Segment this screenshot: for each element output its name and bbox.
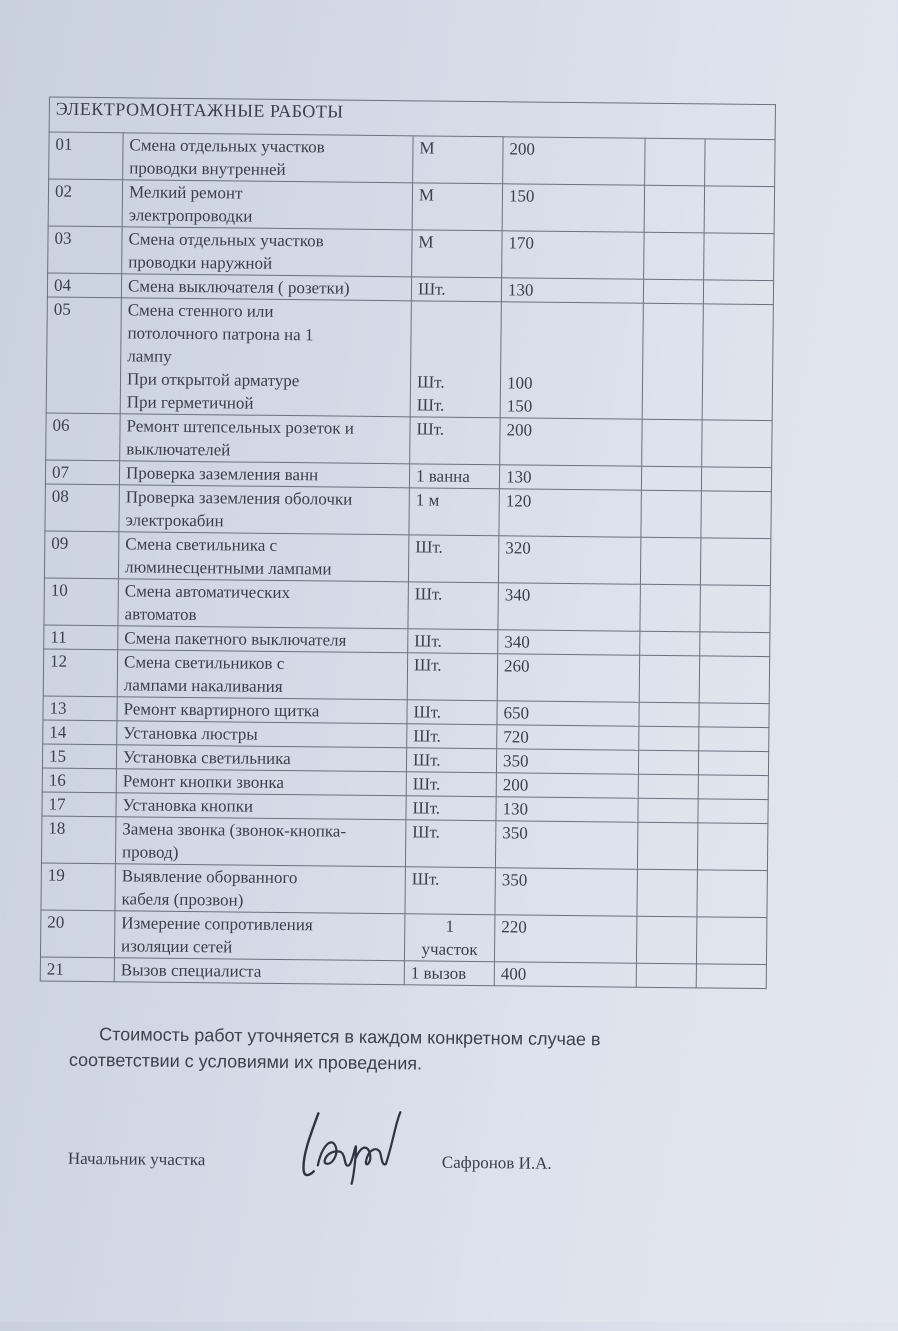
work-description-line: Установка люстры: [123, 723, 258, 744]
extra-col-1: [638, 798, 698, 823]
work-description-line: Ремонт кнопки звонка: [122, 771, 285, 793]
unit-of-measure-line: Шт.: [412, 798, 441, 818]
extra-col-2: [698, 775, 768, 800]
table-row: [46, 297, 773, 421]
extra-col-2: [699, 727, 769, 752]
work-description-line: автоматов: [124, 604, 197, 625]
work-description-line: Смена выключателя ( розетки): [127, 276, 350, 298]
row-number: 04: [47, 273, 121, 298]
work-description: [117, 721, 407, 748]
row-number: 03: [48, 226, 122, 274]
price-value: [499, 489, 641, 537]
row-number: 18: [41, 816, 115, 864]
work-description: [116, 745, 406, 772]
unit-of-measure: [410, 301, 501, 418]
price-value: [495, 868, 637, 916]
work-description: [120, 414, 410, 464]
extra-col-1: [642, 419, 702, 467]
extra-col-2: [699, 703, 769, 728]
extra-col-1: [637, 869, 697, 917]
extra-col-1: [645, 138, 705, 186]
table-row: [45, 484, 772, 539]
extra-col-1: [639, 702, 699, 727]
unit-of-measure-line: [417, 347, 494, 371]
price-value-line: 340: [504, 632, 530, 652]
price-value-line: [507, 348, 636, 372]
table-row: [41, 863, 768, 918]
row-number: 13: [43, 696, 117, 721]
price-value-line: 200: [509, 139, 536, 159]
table-row: [48, 179, 775, 234]
work-description-line: Смена пакетного выключателя: [124, 628, 347, 650]
unit-of-measure: [406, 796, 496, 821]
price-value: [498, 630, 640, 655]
extra-col-1: [643, 279, 703, 304]
extra-col-2: [700, 538, 771, 586]
work-description-line: проводки наружной: [128, 252, 273, 273]
extra-col-1: [637, 822, 697, 870]
work-description: [118, 579, 408, 629]
extra-col-2: [697, 870, 768, 918]
extra-col-2: [696, 964, 766, 989]
work-description-line: проводки внутренней: [129, 158, 286, 180]
extra-col-2: [703, 280, 773, 305]
extra-col-2: [699, 656, 770, 704]
work-description-line: Замена звонка (звонок-кнопка-: [122, 819, 347, 841]
work-description: [119, 485, 409, 535]
work-description-line: Вызов специалиста: [120, 960, 262, 981]
work-description-line: Проверка заземления оболочки: [125, 487, 353, 509]
price-value-line: 130: [502, 799, 529, 819]
extra-col-2: [704, 186, 775, 234]
work-description-line: Измерение сопротивления: [121, 913, 313, 935]
extra-col-2: [698, 799, 768, 824]
unit-of-measure-line: Шт.: [416, 395, 445, 415]
price-value-line: 150: [508, 186, 535, 206]
work-description-line: лампу: [127, 346, 172, 366]
work-description: [123, 133, 413, 183]
unit-of-measure-line: Шт.: [412, 822, 440, 842]
row-number: 11: [44, 625, 118, 650]
row-number: 19: [41, 863, 115, 911]
extra-col-1: [638, 750, 698, 775]
work-description-line: Смена светильника с: [125, 534, 278, 555]
unit-of-measure: [408, 535, 498, 583]
unit-of-measure: [412, 230, 502, 278]
unit-of-measure-line: 1 м: [415, 490, 440, 510]
table-row: [44, 531, 771, 586]
work-description-line: люминесцентными лампами: [124, 557, 332, 579]
price-table: [40, 97, 776, 990]
price-value: [495, 821, 637, 869]
unit-of-measure: [411, 277, 501, 302]
row-number: 08: [45, 484, 119, 532]
work-description-line: Установка кнопки: [122, 795, 254, 816]
footer-position: Начальник участка: [67, 1148, 206, 1170]
unit-of-measure: [407, 653, 497, 701]
row-number: 14: [43, 720, 117, 745]
unit-of-measure-line: М: [419, 138, 435, 158]
price-value: [502, 231, 644, 279]
price-value-line: 720: [503, 727, 529, 747]
extra-col-1: [642, 303, 703, 420]
unit-of-measure-line: Шт.: [413, 655, 442, 675]
price-value: [502, 184, 644, 232]
unit-of-measure-line: М: [418, 185, 435, 205]
unit-of-measure: [408, 582, 498, 630]
work-description: [116, 793, 406, 820]
unit-of-measure-line: Шт.: [414, 631, 442, 651]
work-description: [120, 298, 411, 417]
table-title: ЭЛЕКТРОМОНТАЖНЫЕ РАБОТЫ: [49, 97, 775, 140]
unit-of-measure: [404, 961, 494, 986]
work-description-line: Установка светильника: [122, 747, 291, 769]
extra-col-2: [700, 585, 771, 633]
price-value-line: 100: [506, 373, 533, 393]
unit-of-measure-line: М: [418, 232, 434, 252]
work-description-line: выключателей: [126, 439, 231, 460]
extra-col-1: [640, 537, 700, 585]
unit-of-measure-line: Шт.: [413, 702, 442, 722]
unit-of-measure: [409, 464, 499, 489]
extra-col-2: [701, 467, 771, 492]
price-value-line: 350: [502, 751, 529, 771]
price-value: [496, 749, 638, 774]
price-value: [497, 725, 639, 750]
unit-of-measure-line: участок: [421, 939, 478, 960]
price-value-line: [507, 325, 636, 349]
work-description-line: Смена светильников с: [123, 652, 285, 674]
work-description-line: Смена автоматических: [124, 581, 291, 603]
row-number: 17: [42, 792, 116, 817]
price-value: [496, 797, 638, 822]
price-value-line: 130: [505, 467, 532, 487]
row-number: 07: [45, 460, 119, 485]
table-row: [44, 578, 771, 633]
unit-of-measure: [405, 820, 495, 868]
row-number: 12: [43, 649, 117, 697]
price-value-line: 400: [500, 964, 527, 984]
price-value: [497, 701, 639, 726]
price-value-line: 170: [508, 233, 535, 253]
extra-col-1: [641, 490, 701, 538]
unit-of-measure-line: Шт.: [415, 537, 443, 557]
unit-of-measure: [404, 914, 494, 962]
unit-of-measure-line: [418, 301, 495, 325]
row-number: 21: [40, 957, 114, 982]
work-description-line: электрокабин: [125, 510, 224, 531]
price-value-line: 340: [504, 585, 531, 605]
price-value: [499, 465, 641, 490]
work-description-line: Мелкий ремонт: [128, 182, 243, 203]
work-description: [118, 626, 408, 653]
work-description-line: потолочного патрона на 1: [127, 323, 314, 345]
extra-col-2: [696, 917, 767, 965]
extra-col-1: [638, 774, 698, 799]
unit-of-measure-line: Шт.: [416, 419, 445, 439]
work-description-line: Проверка заземления ванн: [125, 463, 319, 485]
price-value-line: 320: [505, 538, 531, 558]
work-description-line: Смена стенного или: [127, 300, 274, 321]
price-value: [496, 773, 638, 798]
signature-icon: [296, 1105, 417, 1186]
work-description: [114, 911, 404, 961]
row-number: 02: [48, 179, 122, 227]
price-value: [501, 278, 643, 303]
work-description: [119, 461, 409, 488]
extra-col-2: [697, 823, 768, 871]
work-description-line: кабеля (прозвон): [121, 889, 244, 910]
unit-of-measure: [413, 136, 503, 184]
unit-of-measure: [412, 183, 502, 231]
price-value-line: 260: [503, 656, 530, 676]
unit-of-measure-line: 1 вызов: [410, 963, 467, 983]
extra-col-1: [636, 916, 696, 964]
table-row: [46, 413, 773, 468]
table-row: [41, 816, 768, 871]
row-number: 06: [46, 413, 120, 461]
work-description-line: Ремонт квартирного щитка: [123, 699, 320, 721]
table-row: [49, 132, 776, 187]
price-value: [497, 654, 639, 702]
unit-of-measure-line: Шт.: [413, 726, 441, 746]
work-description: [115, 864, 405, 914]
work-description-line: При герметичной: [126, 392, 254, 413]
price-value-line: 200: [502, 775, 529, 795]
work-description: [114, 958, 404, 985]
work-description-line: Ремонт штепсельных розеток и: [126, 416, 354, 438]
unit-of-measure: [406, 772, 496, 797]
extra-col-2: [701, 491, 772, 539]
unit-of-measure: [407, 700, 497, 725]
table-row: [48, 226, 775, 281]
price-value-line: 220: [501, 917, 527, 937]
price-value: [500, 418, 642, 466]
row-number: 01: [49, 132, 123, 180]
table-body: [40, 132, 775, 989]
work-description-line: изоляции сетей: [121, 936, 233, 957]
extra-col-1: [644, 185, 704, 233]
work-description-line: Смена отдельных участков: [128, 229, 324, 251]
row-number: 15: [42, 744, 116, 769]
price-value: [498, 536, 640, 584]
unit-of-measure: [408, 629, 498, 654]
extra-col-1: [640, 584, 700, 632]
row-number: 16: [42, 768, 116, 793]
work-description-line: При открытой арматуре: [126, 369, 300, 391]
price-value-line: 350: [502, 823, 528, 843]
work-description: [117, 697, 407, 724]
work-description-line: Смена отдельных участков: [129, 135, 325, 157]
work-description: [118, 532, 408, 582]
unit-of-measure: [406, 748, 496, 773]
row-number: 10: [44, 578, 118, 626]
extra-col-1: [639, 726, 699, 751]
unit-of-measure-line: 1: [445, 916, 455, 936]
unit-of-measure: [405, 867, 495, 915]
unit-of-measure-line: Шт.: [414, 584, 443, 604]
work-description: [122, 227, 412, 277]
work-description-line: провод): [121, 842, 179, 862]
work-description: [116, 769, 406, 796]
footer-name: Сафронов И.А.: [441, 1152, 552, 1173]
work-description: [121, 274, 411, 301]
price-value: [494, 915, 636, 963]
extra-col-1: [644, 232, 704, 280]
price-value-line: 130: [507, 280, 534, 300]
price-value: [494, 962, 636, 987]
extra-col-2: [698, 751, 768, 776]
unit-of-measure: [409, 488, 499, 536]
price-value: [500, 302, 643, 419]
work-description: [115, 817, 405, 867]
unit-of-measure-line: [417, 324, 494, 348]
table-row: [40, 910, 767, 965]
work-description-line: лампами накаливания: [123, 675, 283, 696]
work-description-line: электропроводки: [128, 205, 253, 226]
price-value-line: 350: [501, 870, 528, 890]
extra-col-1: [641, 466, 701, 491]
unit-of-measure-line: Шт.: [412, 750, 441, 770]
price-value-line: 120: [505, 491, 532, 511]
extra-col-2: [704, 233, 775, 281]
work-description: [122, 180, 412, 230]
row-number: 20: [40, 910, 114, 958]
extra-col-1: [640, 631, 700, 656]
extra-col-2: [700, 632, 770, 657]
price-value-line: 150: [506, 396, 533, 416]
row-number: 09: [44, 531, 118, 579]
unit-of-measure-line: Шт.: [416, 372, 445, 392]
work-description: [117, 650, 407, 700]
row-number: 05: [46, 297, 121, 414]
unit-of-measure: [410, 417, 500, 465]
price-value-line: 200: [506, 420, 533, 440]
price-value-line: 650: [503, 703, 530, 723]
work-description-line: Выявление оборванного: [121, 866, 298, 888]
unit-of-measure-line: Шт.: [411, 869, 440, 889]
unit-of-measure-line: Шт.: [412, 774, 441, 794]
price-value-line: [508, 302, 637, 326]
extra-col-2: [702, 304, 773, 421]
extra-col-2: [702, 420, 773, 468]
unit-of-measure-line: 1 ванна: [415, 466, 470, 486]
extra-col-1: [639, 655, 699, 703]
unit-of-measure-line: Шт.: [417, 279, 446, 299]
extra-col-2: [705, 139, 776, 187]
unit-of-measure: [407, 724, 497, 749]
table-row: [43, 649, 770, 704]
extra-col-1: [636, 963, 696, 988]
cost-note: Стоимость работ уточняется в каждом конкретном случае в соответствии с условиями их проведения.: [68, 1024, 601, 1074]
price-value: [503, 137, 645, 185]
price-value: [498, 583, 640, 631]
